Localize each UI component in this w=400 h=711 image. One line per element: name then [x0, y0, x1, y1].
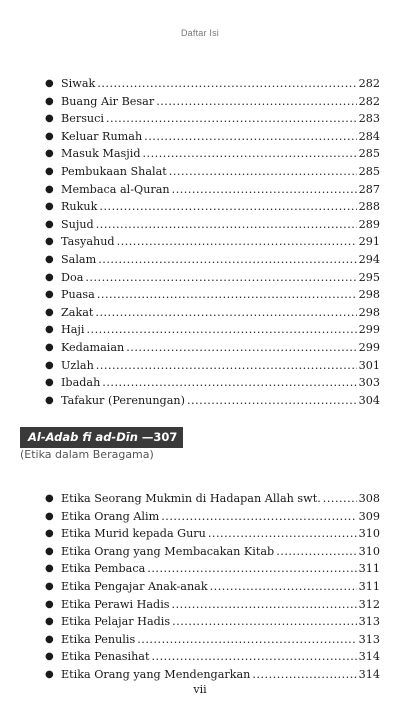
toc-entry-title: Etika Penasihat — [61, 650, 150, 664]
bullet-icon: ● — [45, 201, 54, 213]
dot-leader — [276, 543, 356, 561]
dot-leader — [98, 251, 356, 269]
toc-entry-page: 285 — [358, 147, 380, 161]
running-head: Daftar Isi — [180, 28, 219, 38]
toc-entry-title: Etika Pelajar Hadis — [61, 615, 171, 629]
toc-entry-title: Membaca al-Quran — [61, 182, 170, 196]
toc-entry-page: 310 — [358, 544, 380, 558]
dot-leader — [172, 596, 357, 614]
toc-entry — [0, 198, 400, 216]
toc-entry-page: 303 — [358, 376, 380, 390]
dot-leader — [144, 128, 356, 146]
toc-entry-row — [61, 525, 380, 543]
toc-entry-title: Etika Penulis — [61, 632, 136, 646]
toc-entry-row — [61, 374, 380, 392]
section-separator: — — [141, 430, 154, 444]
toc-entry-page: 308 — [358, 492, 380, 505]
toc-entry-page: 282 — [358, 77, 380, 90]
dot-leader — [96, 357, 357, 375]
toc-entry-row — [61, 339, 380, 357]
bullet-icon: ● — [45, 253, 54, 265]
dot-leader — [208, 525, 357, 543]
dot-leader — [156, 93, 356, 111]
bullet-icon: ● — [45, 130, 54, 142]
toc-entry-title: Tafakur (Perenungan) — [61, 393, 185, 407]
toc-entry-row — [61, 392, 380, 410]
bullet-icon: ● — [45, 394, 54, 406]
toc-entry-title: Etika Orang Alim — [61, 509, 160, 523]
toc-entry-title: Zakat — [61, 305, 94, 319]
toc-entry — [0, 128, 400, 146]
bullet-icon: ● — [45, 668, 54, 680]
toc-entry-page: 313 — [358, 632, 380, 646]
toc-entry-page: 294 — [358, 252, 380, 266]
dot-leader — [96, 216, 357, 234]
toc-entry-title: Keluar Rumah — [61, 129, 143, 143]
bullet-icon: ● — [45, 510, 54, 522]
toc-entry-page: 298 — [358, 305, 380, 319]
toc-entry-title: Etika Seorang Mukmin di Hadapan Allah swt. — [61, 492, 321, 505]
bullet-icon: ● — [45, 183, 54, 195]
bullet-icon: ● — [45, 580, 54, 592]
dot-leader — [172, 181, 357, 199]
toc-entry-row — [61, 145, 380, 163]
toc-list-etika — [0, 490, 400, 684]
section-title: Al-Adab fi ad-Dīn — [28, 430, 138, 444]
section-heading — [20, 427, 183, 448]
bullet-icon: ● — [45, 95, 54, 107]
toc-entry — [0, 93, 400, 111]
toc-entry — [0, 145, 400, 163]
toc-entry-title: Etika Perawi Hadis — [61, 597, 170, 611]
toc-entry — [0, 560, 400, 578]
toc-entry — [0, 374, 400, 392]
dot-leader — [95, 304, 356, 322]
toc-entry-row — [61, 578, 380, 596]
page-number: vii — [193, 683, 207, 696]
toc-entry-row — [61, 596, 380, 614]
toc-entry-page: 314 — [358, 667, 380, 681]
dot-leader — [97, 75, 356, 93]
bullet-icon: ● — [45, 377, 54, 389]
toc-entry — [0, 525, 400, 543]
toc-entry-page: 314 — [358, 650, 380, 664]
toc-entry — [0, 110, 400, 128]
dot-leader — [187, 392, 357, 410]
toc-entry-title: Salam — [61, 252, 97, 266]
bullet-icon: ● — [45, 306, 54, 318]
bullet-icon: ● — [45, 563, 54, 575]
bullet-icon: ● — [45, 493, 54, 504]
toc-entry — [0, 508, 400, 526]
dot-leader — [106, 110, 357, 128]
bullet-icon: ● — [45, 113, 54, 125]
toc-entry — [0, 578, 400, 596]
toc-entry-title: Etika Pengajar Anak-anak — [61, 579, 208, 593]
bullet-icon: ● — [45, 616, 54, 628]
bullet-icon: ● — [45, 545, 54, 557]
toc-entry-title: Haji — [61, 323, 85, 337]
toc-entry-title: Etika Murid kepada Guru — [61, 527, 206, 541]
toc-entry-row — [61, 75, 380, 93]
dot-leader — [86, 321, 356, 339]
bullet-icon: ● — [45, 633, 54, 645]
toc-entry-title: Etika Pembaca — [61, 562, 146, 576]
toc-entry — [0, 613, 400, 631]
dot-leader — [252, 666, 356, 684]
toc-entry-row — [61, 648, 380, 666]
toc-entry — [0, 666, 400, 684]
toc-entry-title: Uzlah — [61, 358, 94, 372]
toc-entry-title: Bersuci — [61, 112, 104, 126]
toc-entry-title: Buang Air Besar — [61, 94, 155, 108]
dot-leader — [137, 631, 356, 649]
toc-entry-page: 311 — [358, 579, 380, 593]
toc-entry — [0, 75, 400, 93]
dot-leader — [142, 145, 356, 163]
dot-leader — [97, 286, 357, 304]
dot-leader — [210, 578, 357, 596]
toc-entry — [0, 233, 400, 251]
toc-entry-title: Puasa — [61, 288, 95, 302]
toc-entry-row — [61, 163, 380, 181]
toc-entry-page: 313 — [358, 615, 380, 629]
toc-entry — [0, 251, 400, 269]
bullet-icon: ● — [45, 271, 54, 283]
toc-entry-title: Etika Orang yang Membacakan Kitab — [61, 544, 275, 558]
toc-entry-row — [61, 110, 380, 128]
toc-entry-page: 291 — [358, 235, 380, 249]
dot-leader — [126, 339, 356, 357]
toc-entry-page: 309 — [358, 509, 380, 523]
toc-entry-row — [61, 286, 380, 304]
bullet-icon: ● — [45, 598, 54, 610]
toc-entry-page: 301 — [358, 358, 380, 372]
bullet-icon: ● — [45, 651, 54, 663]
dot-leader — [169, 163, 357, 181]
dot-leader — [147, 560, 356, 578]
dot-leader — [117, 233, 357, 251]
toc-entry — [0, 648, 400, 666]
toc-entry-title: Siwak — [61, 77, 96, 90]
toc-entry — [0, 392, 400, 410]
toc-entry-row — [61, 490, 380, 508]
toc-entry — [0, 304, 400, 322]
toc-entry-page: 310 — [358, 527, 380, 541]
toc-entry-page: 289 — [358, 217, 380, 231]
toc-entry — [0, 163, 400, 181]
toc-entry-title: Rukuk — [61, 200, 98, 214]
toc-entry-page: 282 — [358, 94, 380, 108]
toc-entry-page: 299 — [358, 323, 380, 337]
bullet-icon: ● — [45, 289, 54, 301]
toc-entry-title: Tasyahud — [61, 235, 115, 249]
toc-entry-row — [61, 304, 380, 322]
bullet-icon: ● — [45, 78, 54, 89]
bullet-icon: ● — [45, 324, 54, 336]
toc-entry-page: 295 — [358, 270, 380, 284]
toc-entry — [0, 339, 400, 357]
dot-leader — [161, 508, 356, 526]
toc-entry-row — [61, 543, 380, 561]
toc-entry-row — [61, 613, 380, 631]
bullet-icon: ● — [45, 236, 54, 248]
toc-entry — [0, 490, 400, 508]
bullet-icon: ● — [45, 218, 54, 230]
toc-entry-title: Masuk Masjid — [61, 147, 141, 161]
toc-entry-page: 298 — [358, 288, 380, 302]
bullet-icon: ● — [45, 359, 54, 371]
toc-entry-page: 304 — [358, 393, 380, 407]
toc-entry-row — [61, 251, 380, 269]
toc-entry-page: 285 — [358, 164, 380, 178]
toc-entry-page: 288 — [358, 200, 380, 214]
toc-entry-page: 284 — [358, 129, 380, 143]
toc-entry-title: Ibadah — [61, 376, 101, 390]
toc-entry-row — [61, 560, 380, 578]
toc-entry — [0, 543, 400, 561]
toc-entry — [0, 269, 400, 287]
toc-entry-row — [61, 508, 380, 526]
toc-entry-page: 311 — [358, 562, 380, 576]
bullet-icon: ● — [45, 528, 54, 540]
toc-entry-row — [61, 216, 380, 234]
toc-entry-title: Sujud — [61, 217, 94, 231]
toc-entry-title: Doa — [61, 270, 84, 284]
toc-entry-row — [61, 128, 380, 146]
toc-entry-row — [61, 233, 380, 251]
bullet-icon: ● — [45, 165, 54, 177]
dot-leader — [99, 198, 356, 216]
dot-leader — [323, 490, 357, 508]
toc-entry-row — [61, 321, 380, 339]
toc-entry — [0, 357, 400, 375]
toc-entry — [0, 286, 400, 304]
toc-entry-title: Pembukaan Shalat — [61, 164, 167, 178]
dot-leader — [102, 374, 356, 392]
toc-entry-row — [61, 666, 380, 684]
toc-entry-page: 299 — [358, 340, 380, 354]
dot-leader — [151, 648, 356, 666]
toc-entry-row — [61, 631, 380, 649]
toc-entry-row — [61, 357, 380, 375]
bullet-icon: ● — [45, 341, 54, 353]
toc-entry-row — [61, 181, 380, 199]
toc-entry-row — [61, 198, 380, 216]
toc-entry — [0, 596, 400, 614]
toc-entry-title: Kedamaian — [61, 340, 125, 354]
dot-leader — [172, 613, 357, 631]
bullet-icon: ● — [45, 148, 54, 160]
toc-entry — [0, 216, 400, 234]
toc-entry-row — [61, 269, 380, 287]
toc-entry — [0, 631, 400, 649]
toc-entry — [0, 181, 400, 199]
section-page: 307 — [153, 430, 178, 444]
toc-entry-row — [61, 93, 380, 111]
toc-entry-title: Etika Orang yang Mendengarkan — [61, 667, 251, 681]
section-subtitle: (Etika dalam Beragama) — [20, 448, 154, 461]
toc-entry — [0, 321, 400, 339]
toc-entry-page: 283 — [358, 112, 380, 126]
dot-leader — [85, 269, 356, 287]
toc-list-ibadah — [0, 75, 400, 409]
toc-entry-page: 287 — [358, 182, 380, 196]
toc-entry-page: 312 — [358, 597, 380, 611]
